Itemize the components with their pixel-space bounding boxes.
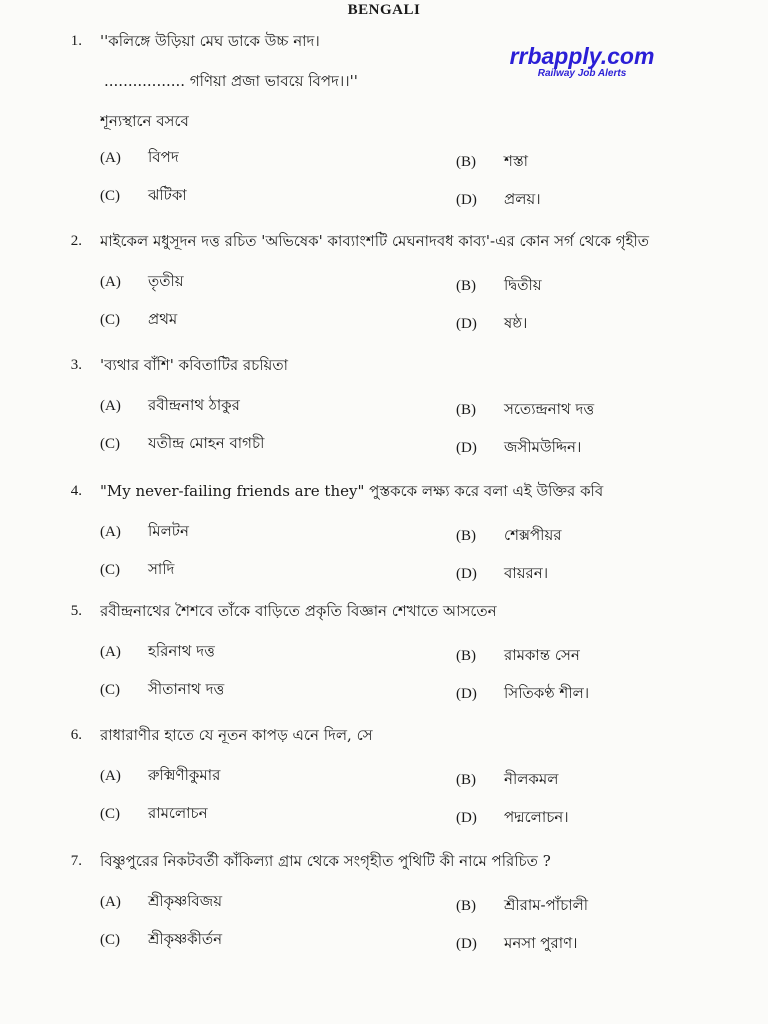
option-label: (B)	[456, 154, 476, 170]
question-3	[0, 354, 768, 476]
option-b	[456, 274, 542, 297]
option-a	[100, 270, 184, 293]
option-label: (A)	[100, 274, 121, 290]
option-text: বায়রন।	[504, 564, 549, 582]
question-1	[0, 30, 768, 228]
question-2	[0, 230, 768, 352]
option-label: (C)	[100, 806, 120, 822]
option-text: তৃতীয়	[148, 272, 184, 290]
options	[0, 764, 768, 846]
option-text: যতীন্দ্র মোহন বাগচী	[148, 434, 265, 452]
option-text: শস্তা	[504, 152, 529, 170]
option-label: (A)	[100, 150, 121, 166]
watermark-site: rrbapply.com	[509, 43, 655, 69]
option-a	[100, 520, 189, 543]
question-text: বিষ্ণুপুরের নিকটবর্তী কাঁকিল্যা গ্রাম থেকে সংগৃহীত পুথিটি কী নামে পরিচিত ?	[100, 852, 551, 870]
options	[0, 520, 768, 602]
question-5	[0, 600, 768, 722]
option-label: (D)	[456, 440, 477, 456]
option-label: (B)	[456, 772, 476, 788]
option-text: সীতানাথ দত্ত	[148, 680, 225, 698]
option-text: সত্যেন্দ্রনাথ দত্ত	[504, 400, 595, 418]
option-text: মনসা পুরাণ।	[504, 934, 578, 952]
option-label: (C)	[100, 562, 120, 578]
option-label: (A)	[100, 398, 121, 414]
option-text: রামলোচন	[148, 804, 208, 822]
options	[0, 890, 768, 972]
option-label: (A)	[100, 768, 121, 784]
question-4	[0, 480, 768, 602]
option-label: (C)	[100, 312, 120, 328]
option-text: সাদি	[148, 560, 175, 578]
option-text: শ্রীরাম-পাঁচালী	[504, 896, 589, 914]
option-text: হরিনাথ দত্ত	[148, 642, 215, 660]
option-a	[100, 394, 240, 417]
question-text: 'ব্যথার বাঁশি' কবিতাটির রচয়িতা	[100, 356, 288, 374]
question-text: মাইকেল মধুসূদন দত্ত রচিত 'অভিষেক' কাব্যাংশটি মেঘনাদবধ কাব্য'-এর কোন সর্গ থেকে গৃহীত	[100, 232, 650, 250]
option-d	[456, 312, 527, 335]
option-b	[456, 768, 558, 791]
question-number: 4.	[70, 483, 82, 499]
option-label: (B)	[456, 898, 476, 914]
option-text: প্রলয়।	[504, 190, 541, 208]
option-text: ষষ্ঠ।	[504, 314, 528, 332]
option-label: (B)	[456, 402, 476, 418]
option-text: রুক্মিণীকুমার	[148, 766, 221, 784]
option-a	[100, 640, 215, 663]
option-text: রামকান্ত সেন	[504, 646, 580, 664]
option-c	[100, 802, 208, 825]
options	[0, 640, 768, 722]
question-number: 5.	[70, 603, 82, 619]
page-header: BENGALI	[347, 2, 421, 18]
option-c	[100, 558, 174, 581]
option-label: (D)	[456, 810, 477, 826]
option-c	[100, 678, 224, 701]
option-b	[456, 398, 594, 421]
option-b	[456, 894, 588, 917]
question-text: "My never-failing friends are they" পুস্তককে লক্ষ্য করে বলা এই উক্তির কবি	[100, 482, 604, 500]
option-label: (D)	[456, 316, 477, 332]
option-label: (C)	[100, 932, 120, 948]
option-text: জসীমউদ্দিন।	[504, 438, 582, 456]
option-text: শেক্সপীয়র	[504, 526, 562, 544]
option-label: (D)	[456, 936, 477, 952]
option-d	[456, 188, 541, 211]
option-text: শ্রীকৃষ্ণকীর্তন	[148, 930, 223, 948]
option-label: (C)	[100, 188, 120, 204]
option-text: প্রথম	[148, 310, 178, 328]
question-text-line-3: শূন্যস্থানে বসবে	[100, 112, 189, 130]
option-text: নীলকমল	[504, 770, 559, 788]
option-d	[456, 806, 569, 829]
option-text: পদ্মলোচন।	[504, 808, 569, 826]
option-label: (B)	[456, 528, 476, 544]
option-d	[456, 562, 548, 585]
question-number: 3.	[70, 357, 82, 373]
option-b	[456, 644, 580, 667]
option-text: রবীন্দ্রনাথ ঠাকুর	[148, 396, 240, 414]
question-number: 2.	[70, 233, 82, 249]
question-6	[0, 724, 768, 846]
option-label: (D)	[456, 686, 477, 702]
option-label: (C)	[100, 682, 120, 698]
question-7	[0, 850, 768, 972]
option-c	[100, 308, 177, 331]
option-label: (A)	[100, 894, 121, 910]
question-text: রাধারাণীর হাতে যে নূতন কাপড় এনে দিল, সে	[100, 726, 373, 744]
options	[0, 270, 768, 352]
option-label: (D)	[456, 192, 477, 208]
option-text: মিলটন	[148, 522, 189, 540]
option-d	[456, 682, 589, 705]
option-label: (A)	[100, 644, 121, 660]
option-text: দ্বিতীয়	[504, 276, 542, 294]
option-a	[100, 146, 179, 169]
option-c	[100, 432, 264, 455]
question-number: 1.	[70, 33, 82, 49]
option-label: (A)	[100, 524, 121, 540]
option-a	[100, 764, 220, 787]
option-d	[456, 436, 581, 459]
option-text: ঝটিকা	[148, 186, 187, 204]
question-text: ''কলিঙ্গে উড়িয়া মেঘ ডাকে উচ্চ নাদ।	[100, 32, 320, 50]
option-c	[100, 928, 222, 951]
question-text: রবীন্দ্রনাথের শৈশবে তাঁকে বাড়িতে প্রকৃতি বিজ্ঞান শেখাতে আসতেন	[100, 602, 497, 620]
watermark-tagline: Railway Job Alerts	[537, 68, 627, 79]
option-d	[456, 932, 578, 955]
option-c	[100, 184, 187, 207]
option-b	[456, 524, 562, 547]
option-label: (D)	[456, 566, 477, 582]
option-text: শ্রীকৃষ্ণবিজয়	[148, 892, 223, 910]
options	[0, 146, 768, 228]
option-label: (B)	[456, 278, 476, 294]
question-number: 6.	[70, 727, 82, 743]
question-text-line-2: ................. গণিয়া প্রজা ভাবয়ে বিপদ।।''	[104, 72, 358, 90]
option-text: সিতিকণ্ঠ শীল।	[504, 684, 590, 702]
option-b	[456, 150, 528, 173]
option-a	[100, 890, 222, 913]
question-number: 7.	[70, 853, 82, 869]
option-label: (C)	[100, 436, 120, 452]
option-text: বিপদ	[148, 148, 179, 166]
options	[0, 394, 768, 476]
option-label: (B)	[456, 648, 476, 664]
